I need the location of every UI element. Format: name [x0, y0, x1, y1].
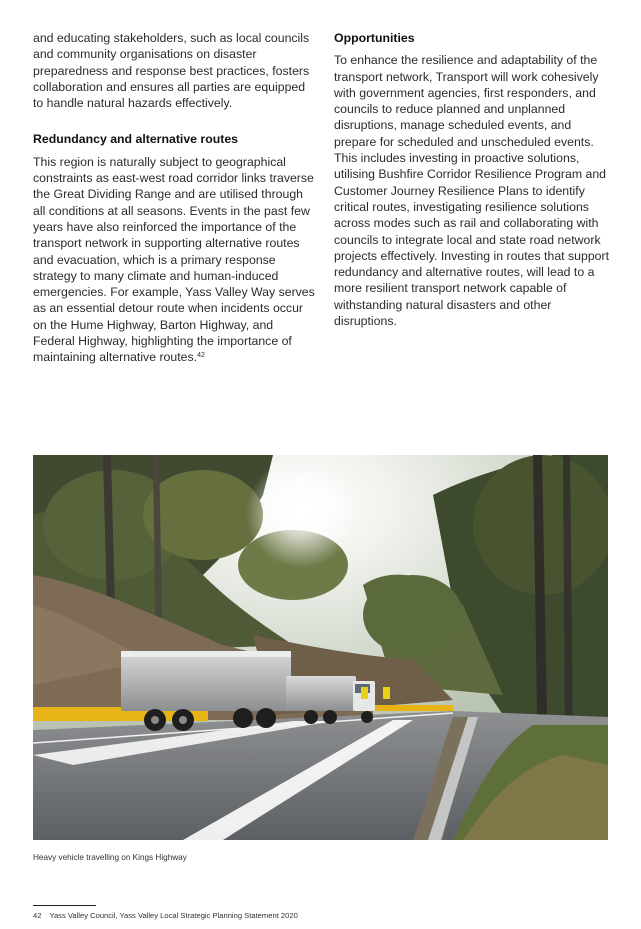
figure-caption: Heavy vehicle travelling on Kings Highway	[33, 853, 187, 862]
opportunities-paragraph: To enhance the resilience and adaptability of the transport network, Transport will work cohesively with government agencies, first responders, and councils to reduce planned and unplanned disruptions, manage scheduled events, and prepare for scheduled and unscheduled events. This includes investing in proactive solutions, utilising Bushfire Corridor Resilience Program and Customer Journey Resilience Plans to identify critical routes, investigating resilience solutions across modes such as rail and collaborating with councils to integrate local and state road network projects effectively. Investing in routes that support redundancy and alternative routes, will lead to a more resilient transport network capable of withstanding natural disasters and other disruptions.	[334, 53, 610, 329]
redundancy-heading: Redundancy and alternative routes	[33, 132, 239, 147]
page-footer	[33, 911, 298, 920]
highway-photo	[33, 455, 608, 840]
opportunities-heading: Opportunities	[334, 31, 415, 45]
footer-rule	[33, 905, 96, 906]
right-column	[334, 30, 616, 329]
page-number: 42	[33, 911, 42, 920]
redundancy-body: This region is naturally subject to geographical constraints as east-west road corridor links traverse the Great Dividing Range and are utilised through all conditions at all seasons. Events in the past few years have also reinforced the importance of the transport network in supporting alternative routes and evacuation, which is a primary response strategy to many climate and human-induced emergencies. For example, Yass Valley Way serves as an essential detour route when incidents occur on the Hume Highway, Barton Highway, and Federal Highway, highlighting the importance of maintaining alternative routes.	[33, 154, 315, 365]
footnote-reference[interactable]: 42	[197, 352, 205, 360]
publication-title: Yass Valley Council, Yass Valley Local Strategic Planning Statement 2020	[49, 911, 298, 920]
left-column	[33, 30, 316, 366]
redundancy-paragraph	[33, 154, 316, 366]
intro-paragraph: and educating stakeholders, such as local councils and community organisations on disaster preparedness and response best practices, fosters collaboration and ensures all parties are equipped to handle natural hazards effectively.	[33, 31, 310, 111]
